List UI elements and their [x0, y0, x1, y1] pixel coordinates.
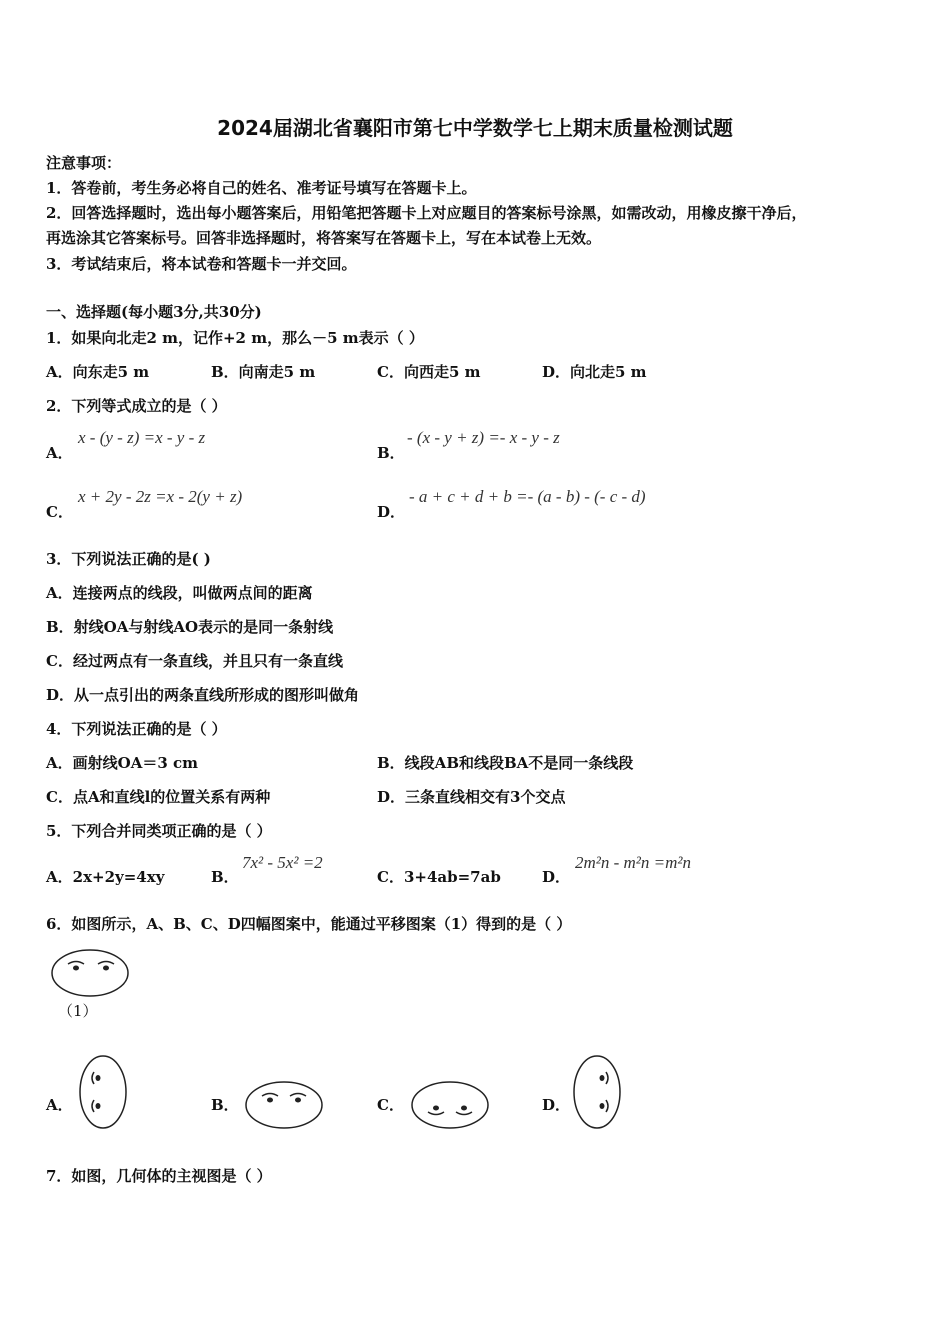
formula-a: x - (y - z) =x - y - z — [78, 428, 206, 447]
option-d-label: D． — [542, 1096, 571, 1114]
option-c: C．向西走5 m — [377, 363, 481, 381]
formula-d: - a + c + d + b =- (a - b) - (- c - d) — [409, 487, 646, 506]
notice-item: 1．答卷前，考生务必将自己的姓名、准考证号填写在答题卡上。 — [46, 179, 477, 197]
option-a: A．2x+2y=4xy — [46, 868, 165, 886]
question-6: 6．如图所示，A、B、C、D四幅图案中，能通过平移图案（1）得到的是（ ） — [46, 915, 572, 933]
question-3: 3．下列说法正确的是( ) — [46, 550, 211, 568]
formula-d: 2m²n - m²n =m²n — [575, 853, 692, 872]
question-4: 4．下列说法正确的是（ ） — [46, 720, 227, 738]
option-b-label: B． — [377, 444, 405, 462]
formula-b: 7x² - 5x² =2 — [242, 853, 323, 872]
notice-item: 3．考试结束后，将本试卷和答题卡一并交回。 — [46, 255, 357, 273]
face-figure-1 — [50, 948, 132, 1000]
option-d-label: D． — [377, 503, 406, 521]
question-5: 5．下列合并同类项正确的是（ ） — [46, 822, 272, 840]
formula-c: x + 2y - 2z =x - 2(y + z) — [78, 487, 243, 506]
option-b: B．线段AB和线段BA不是同一条线段 — [377, 754, 634, 772]
option-a: A．画射线OA＝3 cm — [46, 754, 199, 772]
face-option-d — [572, 1054, 624, 1132]
notice-heading: 注意事项： — [46, 154, 122, 172]
question-7: 7．如图，几何体的主视图是（ ） — [46, 1167, 272, 1185]
option-d-label: D． — [542, 868, 571, 886]
option-c-label: C． — [377, 1096, 404, 1114]
option-d: D．向北走5 m — [542, 363, 647, 381]
option-d: D．三条直线相交有3个交点 — [377, 788, 566, 806]
question-2: 2．下列等式成立的是（ ） — [46, 397, 227, 415]
formula-b: - (x - y + z) =- x - y - z — [407, 428, 560, 447]
option-b-label: B． — [211, 868, 239, 886]
option-b-label: B． — [211, 1096, 239, 1114]
option-c: C．3+4ab=7ab — [377, 868, 501, 886]
option-b: B．射线OA与射线AO表示的是同一条射线 — [46, 618, 334, 636]
page-title: 2024届湖北省襄阳市第七中学数学七上期末质量检测试题 — [217, 116, 733, 140]
option-c: C．点A和直线l的位置关系有两种 — [46, 788, 271, 806]
notice-item: 再选涂其它答案标号。回答非选择题时，将答案写在答题卡上，写在本试卷上无效。 — [46, 229, 602, 247]
option-a: A．连接两点的线段，叫做两点间的距离 — [46, 584, 313, 602]
notice-item: 2．回答选择题时，选出每小题答案后，用铅笔把答题卡上对应题目的答案标号涂黑，如需改动，用橡皮擦干净后， — [46, 204, 807, 222]
option-c: C．经过两点有一条直线，并且只有一条直线 — [46, 652, 343, 670]
option-c-label: C． — [46, 503, 73, 521]
face-option-a — [78, 1054, 130, 1132]
figure-label: （1） — [58, 1002, 98, 1020]
option-b: B．向南走5 m — [211, 363, 316, 381]
option-a-label: A． — [46, 1096, 73, 1114]
face-option-c — [410, 1080, 490, 1130]
option-d: D．从一点引出的两条直线所形成的图形叫做角 — [46, 686, 360, 704]
option-a: A．向东走5 m — [46, 363, 150, 381]
section-heading: 一、选择题(每小题3分,共30分) — [46, 303, 262, 321]
option-a-label: A． — [46, 444, 73, 462]
question-1: 1．如果向北走2 m，记作+2 m，那么－5 m表示（ ） — [46, 329, 424, 347]
face-option-b — [244, 1080, 324, 1130]
